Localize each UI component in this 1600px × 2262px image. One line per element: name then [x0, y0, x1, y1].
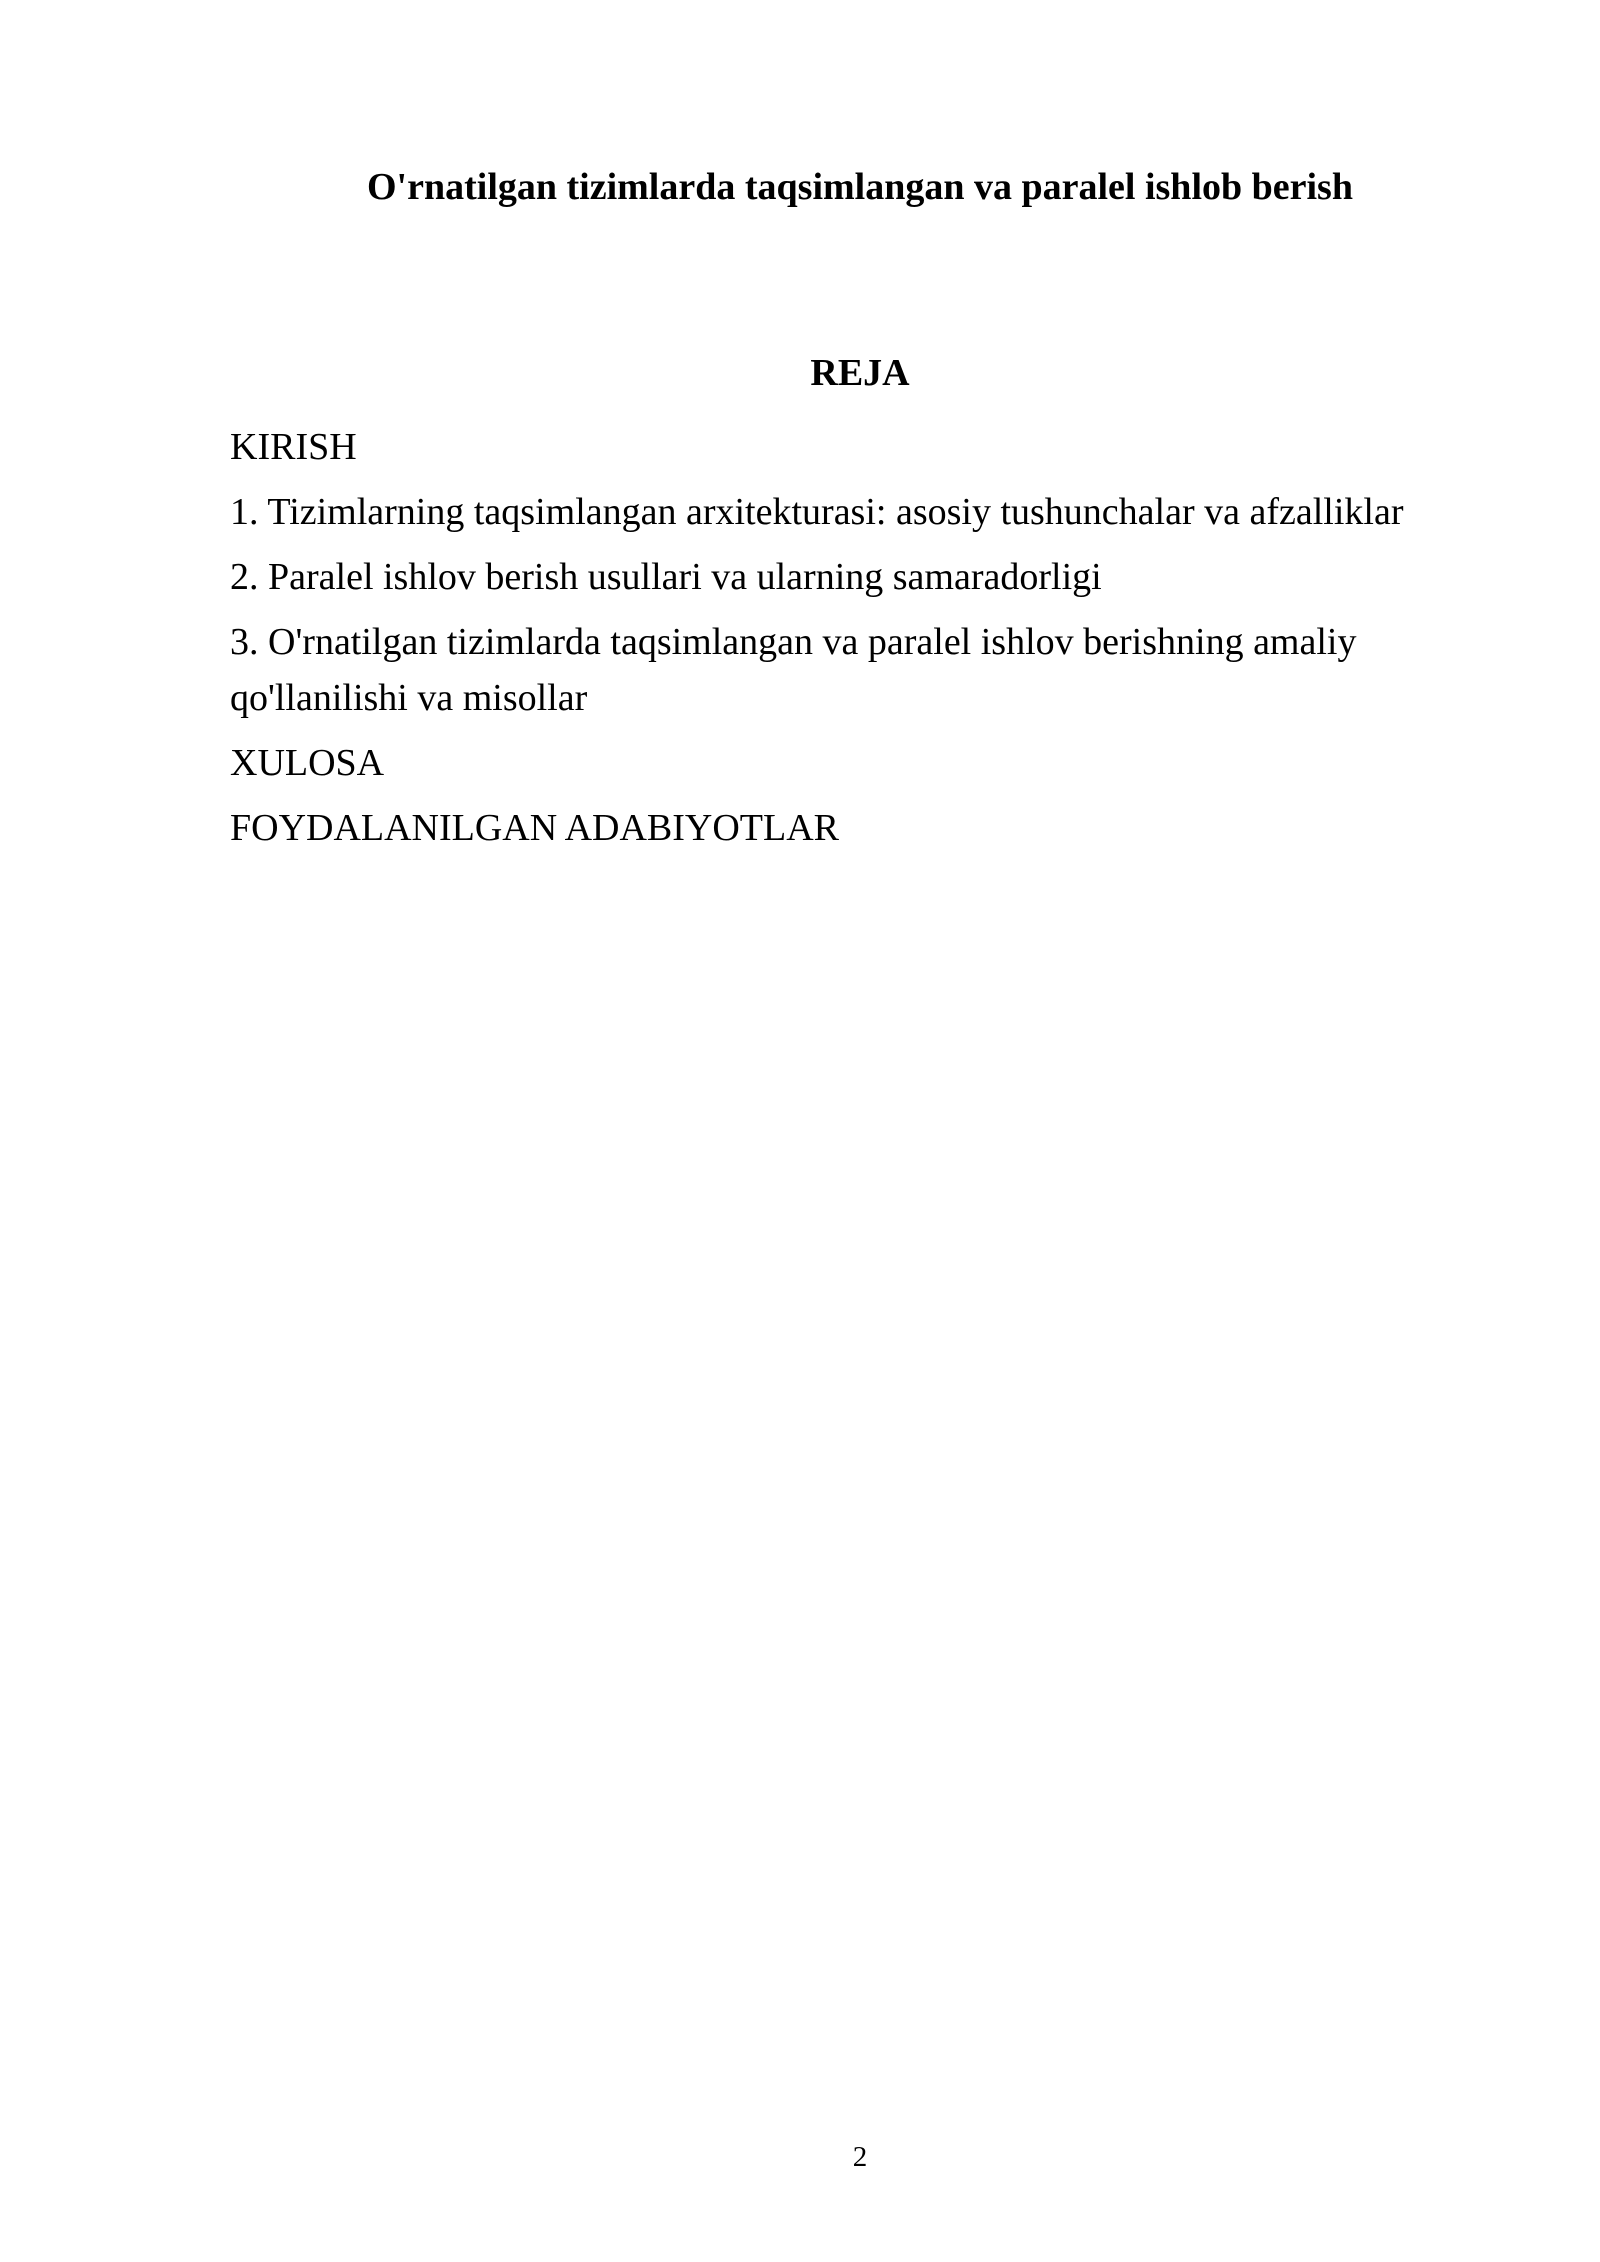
plan-item-references: FOYDALANILGAN ADABIYOTLAR [230, 807, 840, 849]
plan-heading: REJA [810, 352, 910, 394]
plan-list [230, 419, 1430, 865]
plan-item-3: 3. O'rnatilgan tizimlarda taqsimlangan va paralel ishlov berishning amaliy qo'llanilishi va misollar [230, 621, 1357, 719]
plan-item-1: 1. Tizimlarning taqsimlangan arxitekturasi: asosiy tushunchalar va afzalliklar [230, 491, 1404, 533]
plan-item-conclusion: XULOSA [230, 742, 385, 784]
plan-item-2: 2. Paralel ishlov berish usullari va ularning samaradorligi [230, 556, 1102, 598]
document-title: O'rnatilgan tizimlarda taqsimlangan va paralel ishlob berish [367, 166, 1353, 208]
page-number: 2 [852, 2141, 868, 2173]
plan-item-introduction: KIRISH [230, 426, 357, 468]
